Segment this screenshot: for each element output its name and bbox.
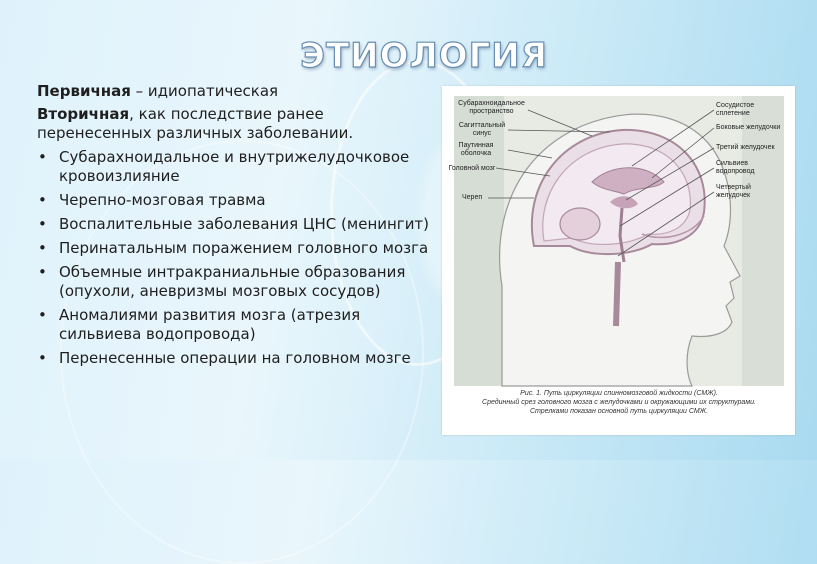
label-choroid-plexus: Сосудистое сплетение	[716, 102, 755, 117]
label-lateral-ventricles: Боковые желудочки	[716, 124, 781, 131]
slide-title: ЭТИОЛОГИЯ	[300, 36, 548, 76]
label-aqueduct: Сильвиев водопровод	[716, 160, 755, 175]
secondary-term: Вторичная	[37, 105, 130, 123]
label-brain: Головной мозг	[448, 165, 496, 172]
list-item: • Аномалиями развития мозга (атрезия сильвиева водопровода)	[37, 306, 437, 344]
primary-line	[37, 82, 437, 101]
list-item: • Черепно-мозговая травма	[37, 191, 437, 210]
list-item: • Воспалительные заболевания ЦНС (менингит)	[37, 215, 437, 234]
label-subarachnoid-space: Субарахноидальное пространство	[458, 100, 525, 115]
label-third-ventricle: Третий желудочек	[716, 144, 775, 151]
list-item: • Субарахноидальное и внутрижелудочковое кровоизлияние	[37, 148, 437, 186]
label-skull: Череп	[462, 194, 483, 201]
label-arachnoid: Паутинная оболочка	[458, 142, 494, 157]
slide-text	[37, 82, 437, 368]
primary-text: – идиопатическая	[130, 82, 279, 100]
list-item: • Перинатальным поражением головного мозга	[37, 239, 437, 258]
list-item: • Объемные интракраниальные образования (опухоли, аневризмы мозговых сосудов)	[37, 263, 437, 301]
brain-figure	[442, 86, 795, 435]
caption-line: Срединный срез головного мозга с желудочками и окружающими их структурами.	[482, 399, 756, 406]
head-section-illustration	[442, 86, 795, 435]
secondary-line	[37, 105, 437, 143]
bullet-list	[37, 148, 437, 368]
primary-term: Первичная	[37, 82, 131, 100]
label-fourth-ventricle: Четвертый желудочек	[716, 184, 751, 199]
list-item: • Перенесенные операции на головном мозге	[37, 349, 437, 368]
caption-line: Стрелками показан основной путь циркуляции СМЖ.	[529, 408, 709, 415]
secondary-text: , как последствие ранее перенесенных различных заболевании.	[37, 105, 354, 142]
label-sagittal-sinus: Сагиттальный синус	[458, 122, 506, 137]
caption-title: Рис. 1. Путь циркуляции спинномозговой жидкости (СМЖ).	[520, 390, 718, 397]
figure-caption	[456, 389, 782, 416]
